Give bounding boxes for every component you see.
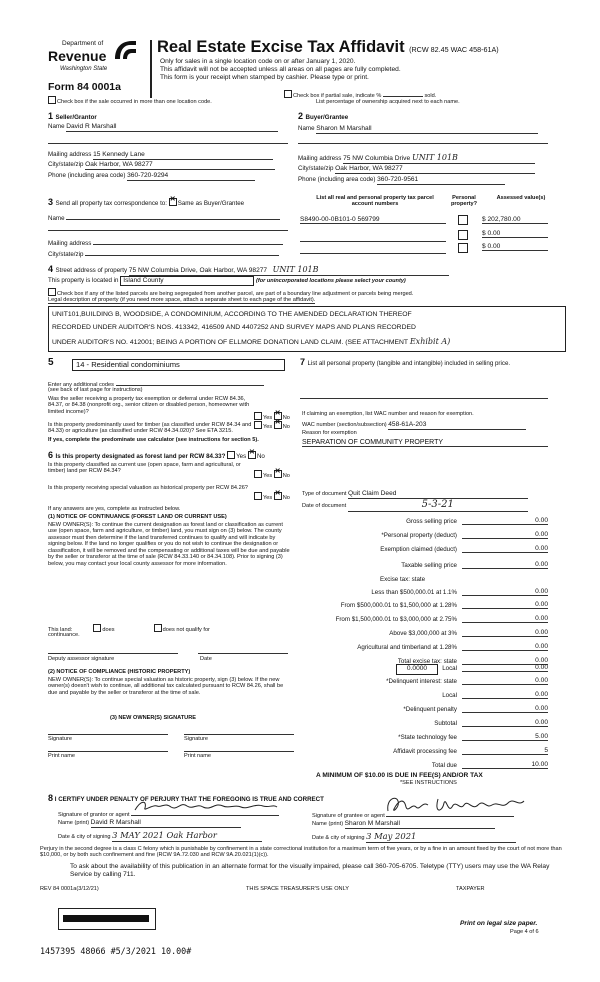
processing-fee-value[interactable]: 5 — [462, 747, 548, 755]
historic-yes-checkbox[interactable] — [254, 492, 262, 500]
assessed-value-2[interactable]: $ 0.00 — [482, 230, 548, 238]
logo-revenue-text: Revenue — [48, 48, 107, 64]
delinq-state-label: *Delinquent interest: state — [386, 678, 457, 685]
grantee-date-row: Date & city of signing 3 May 2021 — [312, 832, 562, 843]
owner-signature-1: Signature — [48, 734, 168, 742]
legal-line-3 — [52, 337, 450, 346]
fee-label-5: Less than $500,000.01 at 1.1% — [371, 589, 457, 596]
parcel-number-field-3[interactable] — [300, 246, 446, 254]
historic-no-checkbox[interactable] — [274, 492, 282, 500]
county-label: This property is located in — [48, 277, 119, 284]
fee-label-7: From $1,500,000.01 to $3,000,000 at 2.75% — [335, 616, 457, 623]
fee-value-10[interactable]: 0.00 — [462, 657, 548, 665]
current-use-no-checkbox[interactable] — [274, 470, 282, 478]
section5-number: 5 — [48, 357, 54, 368]
partial-sale-sold: sold. — [424, 93, 437, 99]
logo-mark-icon — [112, 39, 138, 61]
seller-phone-field[interactable]: 360-720-9294 — [127, 172, 255, 181]
forest-no-checkbox[interactable] — [248, 451, 256, 459]
buyer-city-field[interactable]: Oak Harbor, WA 98277 — [335, 165, 535, 174]
forest-yes-checkbox[interactable] — [227, 451, 235, 459]
deputy-date-label: Date — [200, 656, 212, 662]
subtotal-label: Subtotal — [434, 720, 457, 727]
parcel-number-field-2[interactable] — [300, 234, 446, 242]
delinq-state-value[interactable]: 0.00 — [462, 677, 548, 685]
personal-col-header: Personal property? — [450, 195, 478, 208]
additional-codes-field[interactable] — [116, 379, 264, 386]
owner-print-2: Print name — [184, 751, 294, 759]
taxpayer-label: TAXPAYER — [456, 886, 485, 892]
partial-sale-percent-field[interactable] — [383, 96, 423, 97]
fee-value-1[interactable]: 0.00 — [462, 531, 548, 539]
boundary-checkbox[interactable] — [48, 288, 56, 296]
timber-no-checkbox[interactable] — [274, 421, 282, 429]
local-rate-field[interactable]: 0.0000 — [396, 664, 438, 675]
seller-mail-field[interactable]: 15 Kennedy Lane — [93, 151, 273, 160]
multi-location-checkbox[interactable] — [48, 96, 56, 104]
seller-city-field[interactable]: Oak Harbor, WA 98277 — [85, 161, 275, 170]
assessed-value-1[interactable]: $ 202,780.00 — [482, 216, 548, 224]
timber-answer: Yes ✕ No — [254, 421, 290, 430]
perjury-notice: Perjury in the second degree is a class C felony which is punishable by confinement in a state correctional institution for a maximum term of five years, or by a fine in an amount fixed by the court of not more than $10,000, or by both such confinement and fine (RCW 9A.72.030 and RCW 9A.20.021(1)(c)). — [40, 846, 562, 859]
buyer-mail-unit-handwritten: UNIT 101B — [411, 153, 458, 162]
legal-description-box[interactable] — [48, 306, 566, 352]
title-row — [157, 38, 577, 57]
local-label: Local — [442, 665, 457, 672]
recording-stamp: 1457395 48066 #5/3/2021 10.00# — [40, 946, 192, 956]
fee-label-0: Gross selling price — [406, 518, 457, 525]
buyer-name-line-2 — [298, 143, 548, 144]
buyer-phone-field[interactable]: 360-720-9561 — [377, 176, 505, 185]
section3-city-field[interactable] — [85, 248, 279, 256]
grantor-signature-field[interactable] — [131, 807, 279, 816]
fee-value-5[interactable]: 0.00 — [462, 588, 548, 596]
current-use-answer: Yes ✕ No — [254, 470, 290, 479]
owner-signature-2: Signature — [184, 734, 294, 742]
penalty-label: *Delinquent penalty — [403, 706, 457, 713]
fee-label-4: Excise tax: state — [380, 576, 426, 583]
seller-city-row: City/state/zip Oak Harbor, WA 98277 — [48, 161, 288, 170]
reason-field[interactable]: SEPARATION OF COMMUNITY PROPERTY — [302, 439, 548, 447]
notice1-body: NEW OWNER(S): To continue the current designation as forest land or classification as current use (open space, farm and agriculture, or timber) land, you must sign on (3) below. The county assessor must then determine if the land transferred continues to qualify and will indicate by signing below. If the land no longer qualifies or you do not wish to continue the designation or classification, it will be removed and the compensating or additional taxes will be due and payable by the seller or transferor at the time of sale (RCW 84.33.140 or 84.34.108). Prior to signing (3) below, you may contact your local county assessor for more information. — [48, 522, 290, 567]
boundary-label: Check box if any of the listed parcels are being segregated from another parcel, are part of a boundary line adjustment or parcels being merged. — [57, 291, 414, 297]
legal-line-3-text: UNDER AUDITOR'S NO. 412001; BEING A PORTION OF ELLMORE DONATION LAND CLAIM. (SEE ATTACHMENT — [52, 339, 408, 346]
buyer-mail-field[interactable] — [343, 153, 535, 164]
seller-mail-row: Mailing address 15 Kennedy Lane — [48, 151, 288, 160]
personal-property-row: 7 List all personal property (tangible and intangible) included in selling price. — [300, 357, 511, 367]
land-qualify-row: This land: does does not qualify for — [48, 624, 298, 633]
grantee-date-field[interactable]: 3 May 2021 — [366, 832, 516, 843]
parcel-number-field[interactable]: S8490-00-0B101-0 569799 — [300, 216, 446, 224]
notice3-heading: (3) NEW OWNER(S) SIGNATURE — [110, 715, 196, 721]
fee-label-1: *Personal property (deduct) — [381, 532, 457, 539]
seller-heading: 1 Seller/Grantor — [48, 111, 97, 121]
street-address-label: Street address of property — [55, 267, 128, 274]
exemption-claim-label: If claiming an exemption, list WAC number and reason for exemption. — [302, 411, 474, 417]
penalty-value[interactable]: 0.00 — [462, 705, 548, 713]
additional-codes-row: Enter any additional codes — [48, 379, 288, 388]
street-address-row: 4 Street address of property 75 NW Columbia Drive, Oak Harbor, WA 98277 UNIT 101B — [48, 264, 548, 276]
form-number: Form 84 0001a — [48, 81, 121, 93]
historic-answer: Yes ✕ No — [254, 492, 290, 501]
continuance-label: continuance. — [48, 632, 80, 638]
forest-question: Is this property designated as forest land per RCW 84.33? — [55, 453, 226, 460]
buyer-phone-row: Phone (including area code) 360-720-9561 — [298, 176, 548, 185]
grantor-signature-row: Signature of grantor or agent — [58, 807, 298, 818]
fee-label-10: Total excise tax: state — [397, 658, 457, 665]
street-address-unit-handwritten: UNIT 101B — [272, 265, 319, 274]
revision-code: REV 84 0001a(3/12/21) — [40, 886, 99, 892]
doc-date-row: Date of document 5-3-21 — [302, 499, 552, 512]
see-instructions: *SEE INSTRUCTIONS — [400, 780, 457, 786]
processing-fee-label: Affidavit processing fee — [393, 748, 457, 755]
grantee-signature-field[interactable] — [386, 808, 514, 817]
certify-text: I CERTIFY UNDER PENALTY OF PERJURY THAT THE FOREGOING IS TRUE AND CORRECT — [54, 796, 324, 803]
property-use-select[interactable]: 14 - Residential condominiums — [72, 359, 285, 371]
personal-property-checkbox-1[interactable] — [458, 215, 468, 225]
street-address-value: 75 NW Columbia Drive, Oak Harbor, WA 98277 — [128, 267, 268, 274]
section3-name-line-2 — [48, 230, 288, 231]
section8-number: 8 — [48, 793, 54, 803]
buyer-city-row: City/state/zip Oak Harbor, WA 98277 — [298, 165, 548, 174]
fee-value-0[interactable]: 0.00 — [462, 517, 548, 525]
buyer-name-row: Name Sharon M Marshall — [298, 125, 548, 134]
land-does-not-checkbox[interactable] — [154, 624, 162, 632]
historic-question: Is this property receiving special valuation as historical property per RCW 84.26? — [48, 485, 248, 491]
timber-question: Is this property predominantly used for timber (as classified under RCW 84.34 and 84.33) or agriculture (as classified under RCW 84.34.020)? See ETA 3215. — [48, 422, 252, 435]
grantee-name-field[interactable]: Sharon M Marshall — [345, 820, 495, 829]
personal-property-label: List all personal property (tangible and intangible) included in selling price. — [307, 360, 511, 367]
doc-type-row: Type of document Quit Claim Deed — [302, 490, 552, 499]
section3-label-row: 3 Send all property tax correspondence to: ✕ Same as Buyer/Grantee — [48, 197, 244, 208]
section3-label: Send all property tax correspondence to: — [55, 200, 167, 207]
title-rcw: (RCW 82.45 WAC 458-61A) — [409, 45, 499, 54]
grantee-signature-row: Signature of grantee or agent — [312, 808, 562, 819]
revenue-logo — [48, 38, 140, 86]
header-note-2: This affidavit will not be accepted unless all areas on all pages are fully completed. — [160, 66, 401, 73]
notice2-heading: (2) NOTICE OF COMPLIANCE (HISTORIC PROPERTY) — [48, 669, 191, 675]
page-indicator: Page 4 of 6 — [510, 929, 539, 935]
grantee-name-row: Name (print) Sharon M Marshall — [312, 820, 562, 829]
total-due-label: Total due — [431, 762, 457, 769]
subtotal-value[interactable]: 0.00 — [462, 719, 548, 727]
grantor-name-row: Name (print) David R Marshall — [58, 819, 298, 828]
header-vertical-rule — [150, 40, 152, 98]
legal-description-label: Legal description of property (if you need more space, attach a separate sheet to each page of the affidavit). — [48, 297, 316, 303]
page-title: Real Estate Excise Tax Affidavit — [157, 38, 405, 56]
exemption-answer: Yes ✕ No — [254, 412, 290, 421]
county-row — [48, 276, 558, 286]
legal-size-note: Print on legal size paper. — [460, 920, 538, 927]
personal-property-line[interactable] — [300, 398, 548, 399]
local-value[interactable]: 0.00 — [462, 664, 548, 672]
header-note-3: This form is your receipt when stamped by cashier. Please type or print. — [160, 74, 369, 81]
same-as-buyer-checkbox[interactable] — [169, 198, 177, 206]
legal-line-1: UNIT101,BUILDING B, WOODSIDE, A CONDOMINIUM, ACCORDING TO THE AMENDED DECLARATION THEREOF — [52, 311, 412, 318]
deputy-date-line[interactable] — [198, 653, 288, 654]
deputy-signature-label: Deputy assessor signature — [48, 656, 115, 662]
treasurer-use-label: THIS SPACE TREASURER'S USE ONLY — [246, 886, 350, 892]
partial-sale-checkbox[interactable] — [284, 90, 292, 98]
doc-type-field[interactable]: Quit Claim Deed — [348, 490, 528, 499]
grantor-date-field[interactable]: 3 MAY 2021 Oak Harbor — [112, 831, 262, 842]
buyer-mail-value: 75 NW Columbia Drive — [343, 155, 411, 162]
county-note: (for unincorporated locations please select your county) — [255, 278, 406, 284]
owner-print-1: Print name — [48, 751, 168, 759]
notice1-heading: (1) NOTICE OF CONTINUANCE (FOREST LAND OR CURRENT USE) — [48, 514, 227, 520]
wac-row: WAC number (section/subsection) 458-61A-203 — [302, 421, 552, 430]
fee-label-8: Above $3,000,000 at 3% — [389, 630, 457, 637]
personal-property-checkbox-3[interactable] — [458, 243, 468, 253]
grantor-date-row: Date & city of signing 3 MAY 2021 Oak Harbor — [58, 831, 308, 842]
current-use-question: Is this property classified as current use (open space, farm and agricultural, or timber) land per RCW 84.34? — [48, 462, 241, 475]
header-note-1: Only for sales in a single location code on or after January 1, 2020. — [160, 58, 356, 65]
buyer-heading: 2 Buyer/Grantee — [298, 111, 349, 121]
fee-value-2[interactable]: 0.00 — [462, 545, 548, 553]
buyer-name-field[interactable]: Sharon M Marshall — [316, 125, 538, 134]
reason-label: Reason for exemption — [302, 430, 357, 436]
deputy-signature-line[interactable] — [48, 653, 178, 654]
additional-codes-note: (see back of last page for instructions) — [48, 387, 143, 393]
legal-line-2: RECORDED UNDER AUDITOR'S NOS. 413342, 416509 AND 4407252 AND SURVEY MAPS AND PLANS RECORDED — [52, 324, 416, 331]
section3-mail-row: Mailing address — [48, 237, 288, 247]
notice2-body: NEW OWNER(S): To continue special valuation as historic property, sign (3) below. If the new owner(s) doesn't wish to continue, all additional tax calculated pursuant to RCW 84.26, shall be due and payable by the seller or transferor at the time of sale. — [48, 677, 284, 696]
local2-value[interactable]: 0.00 — [462, 691, 548, 699]
section3-name-row: Name — [48, 212, 288, 222]
ownership-note: List percentage of ownership acquired next to each name. — [316, 99, 460, 105]
total-due-value[interactable]: 10.00 — [462, 761, 548, 769]
legal-exhibit-handwritten: Exhibit A) — [409, 337, 451, 346]
partial-sale-label: Check box if partial sale, indicate % — [293, 93, 382, 99]
fee-label-6: From $500,000.01 to $1,500,000 at 1.28% — [340, 602, 457, 609]
partial-sale-row — [284, 90, 436, 99]
fee-value-7[interactable]: 0.00 — [462, 615, 548, 623]
logo-dept-text: Department of — [62, 40, 104, 47]
fee-value-6[interactable]: 0.00 — [462, 601, 548, 609]
personal-property-checkbox-2[interactable] — [458, 230, 468, 240]
fee-label-9: Agricultural and timberland at 1.28% — [357, 644, 457, 651]
local2-label: Local — [442, 692, 457, 699]
section3-name-field[interactable] — [66, 212, 280, 220]
multi-location-label: Check box if the sale occurred in more than one location code. — [57, 99, 212, 105]
section3-city-row: City/state/zip — [48, 248, 288, 258]
tech-fee-value[interactable]: 5.00 — [462, 733, 548, 741]
fee-label-2: Exemption claimed (deduct) — [380, 546, 457, 553]
wac-field[interactable]: 458-61A-203 — [388, 421, 526, 430]
fee-value-9[interactable]: 0.00 — [462, 643, 548, 651]
seller-name-line-2 — [48, 143, 288, 144]
redacted-stamp-box — [58, 908, 156, 930]
accessibility-notice: To ask about the availability of this publication in an alternate format for the visually impaired, please call 360-705-6705. Teletype (TTY) users may use the WA Relay Service by calling 711. — [70, 863, 550, 878]
exemption-question: Was the seller receiving a property tax exemption or deferral under RCW 84.36, 84.37, or 84.38 (nonprofit org., senior citizen or disabled person, homeowner with limited income)? — [48, 396, 250, 415]
multi-location-row — [48, 96, 212, 105]
tech-fee-label: *State technology fee — [398, 734, 457, 741]
grantee-signature-scribble — [382, 793, 532, 817]
parcel-col-header: List all real and personal property tax parcel account numbers — [316, 195, 434, 208]
section3-mail-field[interactable] — [93, 237, 283, 245]
logo-state-text: Washington State — [60, 66, 108, 72]
assessed-value-3[interactable]: $ 0.00 — [482, 243, 548, 251]
forest-question-row: 6 Is this property designated as forest land per RCW 84.33? Yes ✕ No — [48, 450, 318, 461]
grantor-name-field[interactable]: David R Marshall — [91, 819, 241, 828]
buyer-mail-row: Mailing address 75 NW Columbia Drive UNIT 101B — [298, 153, 548, 164]
timber-yes-checkbox[interactable] — [254, 421, 262, 429]
assessed-col-header: Assessed value(s) — [496, 195, 546, 201]
seller-name-field[interactable]: David R Marshall — [66, 123, 278, 132]
seller-phone-row: Phone (including area code) 360-720-9294 — [48, 172, 288, 181]
boundary-row — [48, 288, 568, 297]
fee-label-3: Taxable selling price — [401, 562, 457, 569]
seller-name-row: Name David R Marshall — [48, 123, 288, 132]
same-as-buyer-label: Same as Buyer/Grantee — [177, 200, 245, 207]
any-yes-note: If any answers are yes, complete as instructed below. — [48, 506, 181, 512]
doc-date-field[interactable]: 5-3-21 — [348, 499, 528, 512]
fee-value-8[interactable]: 0.00 — [462, 629, 548, 637]
fee-value-3[interactable]: 0.00 — [462, 561, 548, 569]
minimum-due-note: A MINIMUM OF $10.00 IS DUE IN FEE(S) AND/OR TAX — [316, 772, 483, 779]
exemption-yes-checkbox[interactable] — [254, 412, 262, 420]
current-use-yes-checkbox[interactable] — [254, 470, 262, 478]
grantor-signature-scribble — [131, 798, 281, 814]
land-does-checkbox[interactable] — [93, 624, 101, 632]
county-select[interactable]: Island County — [120, 276, 254, 286]
street-address-field[interactable] — [129, 265, 449, 276]
timber-note: If yes, complete the predominate use calculator (see instructions for section 5). — [48, 437, 259, 443]
